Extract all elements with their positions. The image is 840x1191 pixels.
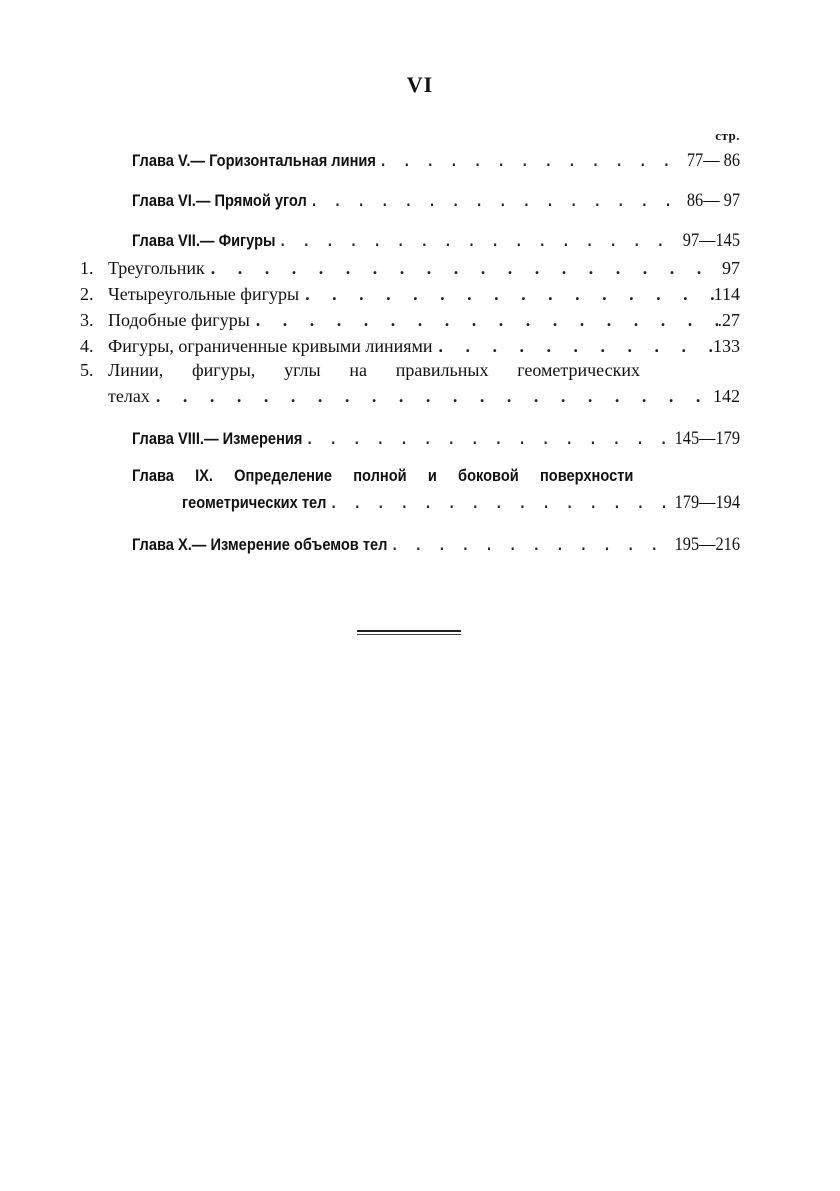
page-column-header: стр. [715,128,740,143]
section-label-word: правильных [395,360,489,380]
toc-entry-pages: 77— 86 [686,150,740,171]
toc-entry-chapter-6 [132,190,740,216]
dot-leader [312,191,687,211]
toc-entry-label: Глава X.— Измерение объемов тел [132,535,388,554]
dot-leader [281,231,683,251]
toc-entry-pages: 195—216 [674,534,740,555]
section-number: 2. [80,284,94,304]
section-number: 5. [80,360,94,380]
toc-section-4 [80,336,740,362]
section-label: Фигуры, ограниченные кривыми линиями [108,336,433,356]
section-label: Подобные фигуры [108,310,250,330]
toc-entry-chapter-9 [132,466,633,492]
toc-entry-chapter-5 [132,150,740,176]
dot-leader [439,336,713,357]
section-pages: .27 [717,310,740,330]
section-pages: 142 [713,386,740,406]
section-label-line1 [108,360,640,381]
section-label-word: на [349,360,367,380]
section-label-word: углы [284,360,321,380]
toc-section-5 [80,360,640,386]
toc-entry-pages: 97—145 [682,230,740,251]
section-number: 4. [80,336,94,356]
end-rule [357,630,461,635]
chapter-label-word: Глава [132,466,174,485]
toc-section-3 [80,310,740,336]
section-pages: 114 [713,284,740,304]
toc-section-5-cont [108,386,740,412]
chapter-label-word: поверхности [539,466,634,485]
section-pages: 133 [713,336,740,356]
dot-leader [308,429,675,449]
toc-entry-label-line2: геометрических тел [182,493,327,512]
dot-leader [256,310,718,331]
chapter-label-word: IX. [195,466,213,485]
section-label-word: Линии, [108,360,164,380]
chapter-label-word: боковой [458,466,519,485]
section-number: 1. [80,258,94,278]
chapter-label-word: полной [353,466,407,485]
dot-leader [211,258,722,279]
toc-entry-pages: 179—194 [674,492,740,513]
dot-leader [381,151,687,171]
toc-entry-chapter-8 [132,428,740,454]
toc-entry-chapter-9-cont [182,492,740,518]
toc-entry-label: Глава VI.— Прямой угол [132,191,307,210]
toc-entry-label: Глава VII.— Фигуры [132,231,276,250]
dot-leader [305,284,714,305]
dot-leader [156,386,713,407]
section-number: 3. [80,310,94,330]
toc-section-1 [80,258,740,284]
section-label-line2: телах [108,386,150,406]
section-label-word: геометрических [517,360,640,380]
toc-entry-chapter-10 [132,534,740,560]
toc-entry-pages: 86— 97 [686,190,740,211]
section-label-word: фигуры, [192,360,256,380]
toc-entry-chapter-7 [132,230,740,256]
dot-leader [332,493,675,513]
section-label: Треугольник [108,258,205,278]
toc-section-2 [80,284,740,310]
toc-entry-label: Глава VIII.— Измерения [132,429,303,448]
chapter-label-word: Определение [234,466,333,485]
page-number: VI [406,72,434,97]
chapter-label-word: и [427,466,437,485]
section-pages: 97 [722,258,740,278]
section-label: Четыреугольные фигуры [108,284,300,304]
toc-entry-pages: 145—179 [674,428,740,449]
toc-entry-label: Глава V.— Горизонтальная линия [132,151,376,170]
dot-leader [393,535,675,555]
